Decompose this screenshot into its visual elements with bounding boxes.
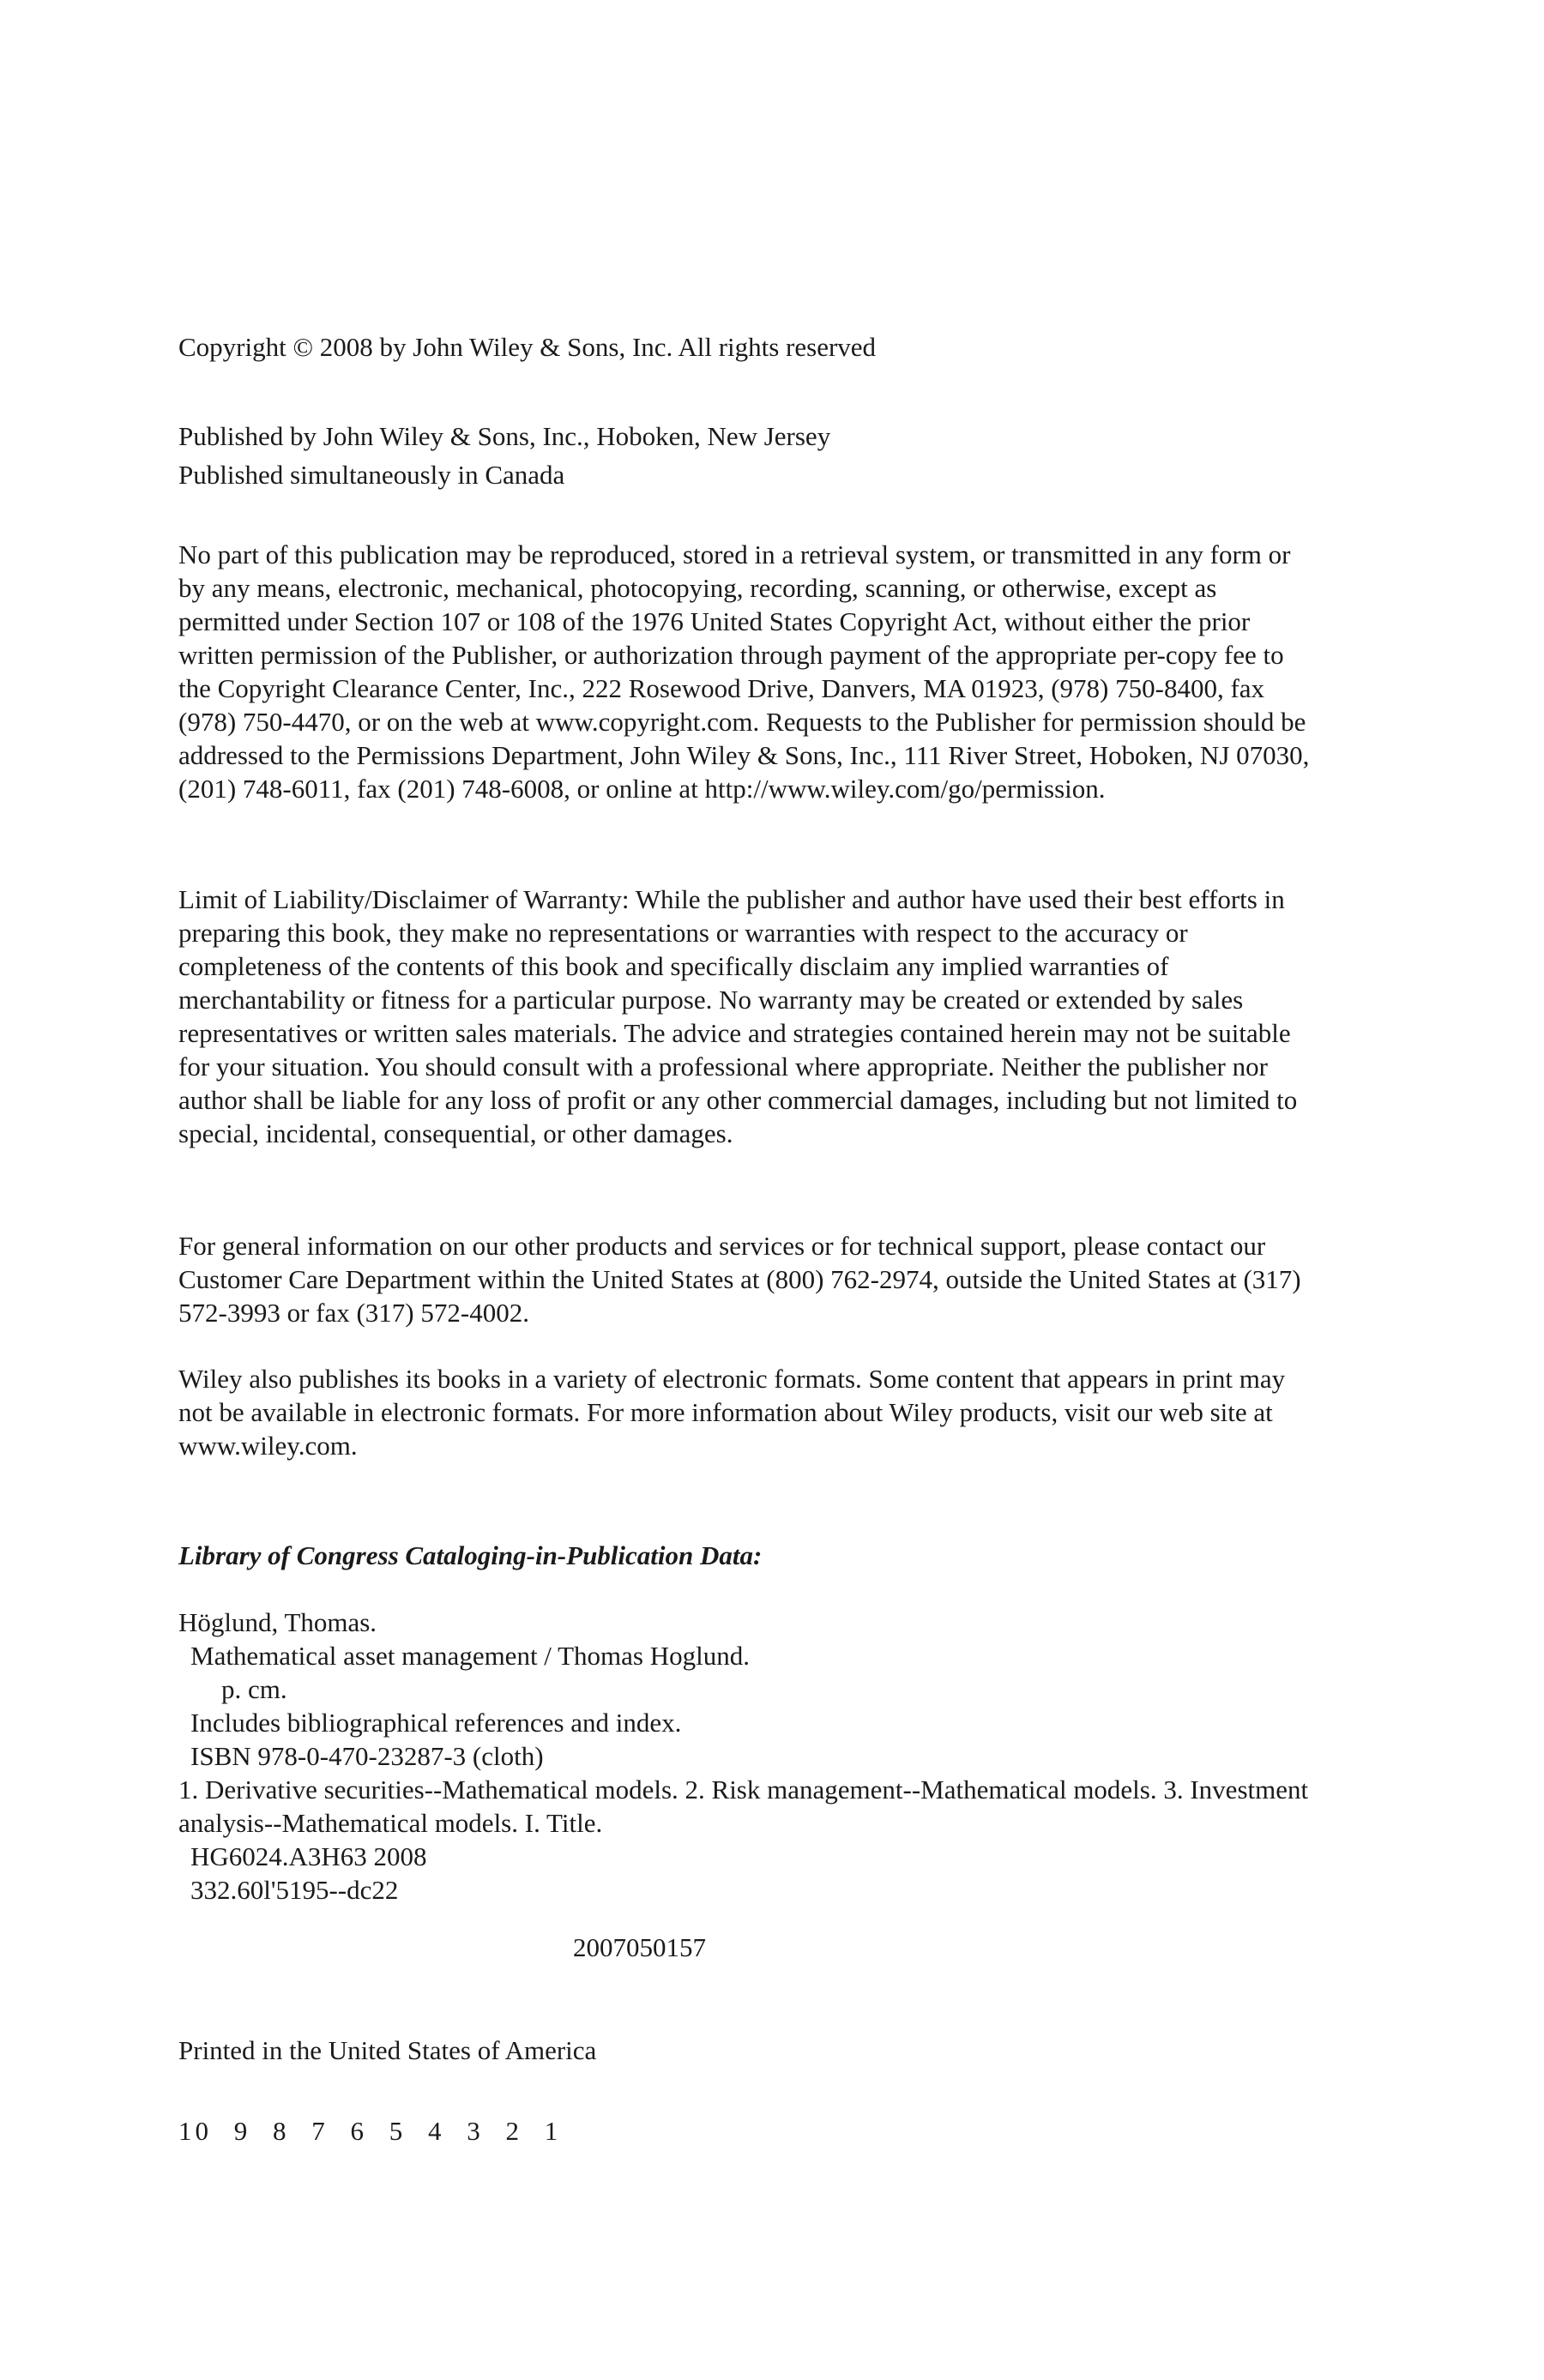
cip-subjects-line-2: analysis--Mathematical models. I. Title. bbox=[178, 1808, 603, 1838]
electronic-formats-paragraph: Wiley also publishes its books in a variety of electronic formats. Some content that appears in print may not be available in electronic formats. For more information about Wiley products, visit our web site at www.wiley.com. bbox=[178, 1364, 1286, 1461]
general-info-paragraph: For general information on our other products and services or for technical support, please contact our Customer Care Department within the United States at (800) 762-2974, outside the United States at (317) 572-3993 or fax (317) 572-4002. bbox=[178, 1231, 1301, 1328]
cip-isbn: ISBN 978-0-470-23287-3 (cloth) bbox=[190, 1741, 544, 1771]
cip-lc-classification: HG6024.A3H63 2008 bbox=[190, 1841, 427, 1871]
cip-author: Höglund, Thomas. bbox=[178, 1607, 377, 1637]
printing-number-line: 10 9 8 7 6 5 4 3 2 1 bbox=[178, 2116, 562, 2146]
cip-pages: p. cm. bbox=[221, 1674, 287, 1704]
permissions-paragraph: No part of this publication may be reproduced, stored in a retrieval system, or transmitted in any form or by any means, electronic, mechanical, photocopying, recording, scanning, or otherwise, except as permitted under Section 107 or 108 of the 1976 United States Copyright Act, without either the prior written permission of the Publisher, or authorization through payment of the appropriate per-copy fee to the Copyright Clearance Center, Inc., 222 Rosewood Drive, Danvers, MA 01923, (978) 750-8400, fax (978) 750-4470, or on the web at www.copyright.com. Requests to the Publisher for permission should be addressed to the Permissions Department, John Wiley & Sons, Inc., 111 River Street, Hoboken, NJ 07030, (201) 748-6011, fax (201) 748-6008, or online at http://www.wiley.com/go/permission. bbox=[178, 539, 1310, 804]
cip-includes: Includes bibliographical references and index. bbox=[190, 1708, 682, 1738]
cip-heading: Library of Congress Cataloging-in-Publication Data: bbox=[178, 1540, 763, 1570]
cip-subjects-line-1: 1. Derivative securities--Mathematical models. 2. Risk management--Mathematical models. 3. Investment bbox=[178, 1774, 1309, 1805]
published-canada-line: Published simultaneously in Canada bbox=[178, 460, 565, 490]
cip-title: Mathematical asset management / Thomas Hoglund. bbox=[190, 1641, 750, 1671]
published-by-line: Published by John Wiley & Sons, Inc., Hoboken, New Jersey bbox=[178, 421, 831, 451]
liability-disclaimer-paragraph: Limit of Liability/Disclaimer of Warranty: While the publisher and author have used their best efforts in preparing this book, they make no representations or warranties with respect to the accuracy or completeness of the contents of this book and specifically disclaim any implied warranties of merchantability or fitness for a particular purpose. No warranty may be created or extended by sales representatives or written sales materials. The advice and strategies contained herein may not be suitable for your situation. You should consult with a professional where appropriate. Neither the publisher nor author shall be liable for any loss of profit or any other commercial damages, including but not limited to special, incidental, consequential, or other damages. bbox=[178, 884, 1298, 1148]
cip-dewey-classification: 332.60l'5195--dc22 bbox=[190, 1875, 399, 1905]
copyright-line: Copyright © 2008 by John Wiley & Sons, Inc. All rights reserved bbox=[178, 332, 877, 362]
printed-in-line: Printed in the United States of America bbox=[178, 2035, 597, 2065]
cip-lccn: 2007050157 bbox=[573, 1932, 706, 1962]
